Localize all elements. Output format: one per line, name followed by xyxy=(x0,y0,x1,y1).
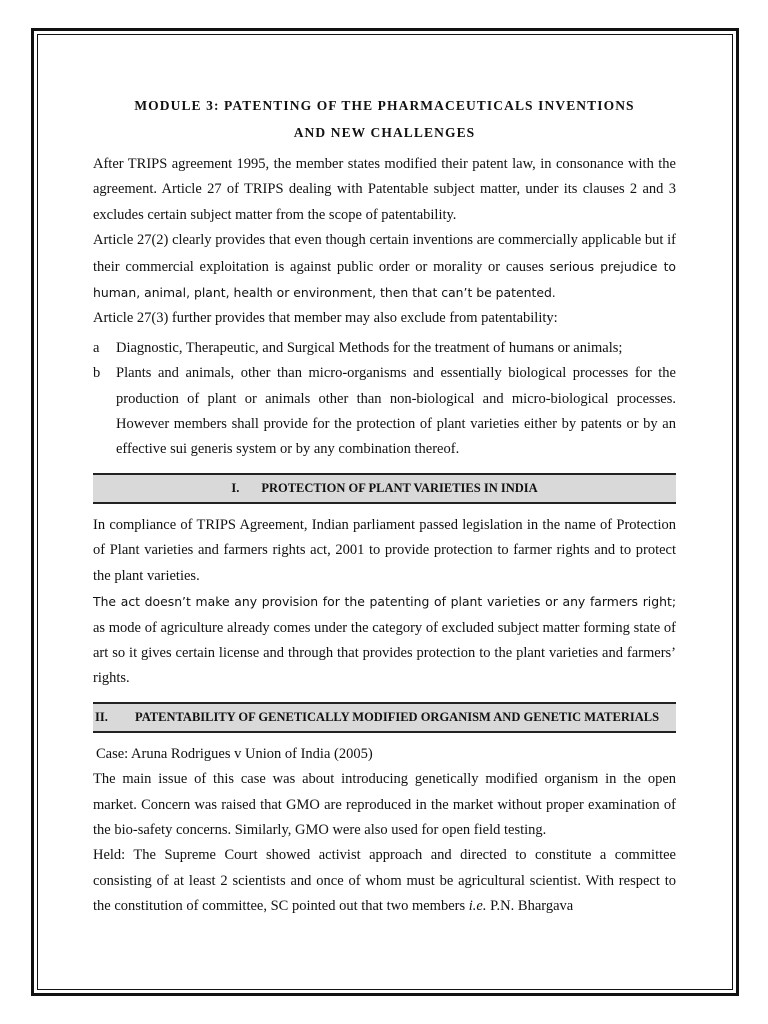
intro-paragraph-2 xyxy=(93,228,676,306)
section-title: PROTECTION OF PLANT VARIETIES IN INDIA xyxy=(261,480,538,495)
section-1-paragraph-1: In compliance of TRIPS Agreement, Indian parliament passed legislation in the name of Protection of Plant varieties and farmers rights act, 2001 to provide protection to farmer rights and to protect the plant varieties. xyxy=(93,516,676,584)
list-marker: a xyxy=(93,339,100,356)
title-line-1: MODULE 3: PATENTING OF THE PHARMACEUTICALS INVENTIONS xyxy=(134,98,635,113)
section-heading-1 xyxy=(93,473,676,504)
list-item xyxy=(93,361,676,463)
section-heading-2 xyxy=(93,702,676,733)
section-1-paragraph-2-sans: The act doesn’t make any provision for the patenting of plant varieties or any farmers right; xyxy=(93,594,676,610)
section-title: PATENTABILITY OF GENETICALLY MODIFIED ORGANISM AND GENETIC MATERIALS xyxy=(135,709,660,724)
section-number: I. xyxy=(231,480,240,495)
section-number: II. xyxy=(95,709,108,724)
document-body xyxy=(93,92,676,920)
section-2-paragraph-2-start: Held: The Supreme Court showed activist approach and directed to constitute a committee consisting of at least 2 scientists and once of whom must be agricultural scientist. With respect to the constitution of committee, SC pointed out that two members xyxy=(93,847,676,915)
intro-paragraph-2-text: Article 27(2) clearly provides that even though certain inventions are commercially applicable but if their commercial exploitation is against public order or morality or causes xyxy=(93,232,676,275)
intro-paragraph-2-sans: serious prejudice to human, animal, plant, health or environment, then that can’t be patented. xyxy=(93,258,677,301)
section-1-paragraph-2-text: as mode of agriculture already comes under the category of excluded subject matter forming state of art so it gives certain license and through that provides protection to the plant varieties and farmers’ rights. xyxy=(93,619,676,687)
section-2-paragraph-2-ie: i.e. xyxy=(468,898,487,915)
list-item-text: Plants and animals, other than micro-organisms and essentially biological processes for the production of plant or animals other than non-biological and micro-biological processes. However members shall provide for the protection of plant varieties either by patents or by an effective sui generis system or by any combination thereof. xyxy=(116,365,676,458)
section-2-paragraph-2-end: P.N. Bhargava xyxy=(490,898,574,915)
case-citation: Case: Aruna Rodrigues v Union of India (2005) xyxy=(96,745,373,762)
section-2-paragraph-2 xyxy=(93,843,676,919)
list-marker: b xyxy=(93,365,101,382)
section-2-paragraph-1: The main issue of this case was about introducing genetically modified organism in the open market. Concern was raised that GMO are reproduced in the market without proper examination of the bio-safety concerns. Similarly, GMO were also used for open field testing. xyxy=(93,771,676,838)
list-item xyxy=(93,336,676,361)
intro-paragraph-3: Article 27(3) further provides that member may also exclude from patentability: xyxy=(93,310,558,327)
exclusions-list xyxy=(93,336,676,463)
list-item-text: Diagnostic, Therapeutic, and Surgical Methods for the treatment of humans or animals; xyxy=(116,339,623,356)
section-1-paragraph-2 xyxy=(93,589,676,692)
intro-paragraph-1: After TRIPS agreement 1995, the member states modified their patent law, in consonance with the agreement. Article 27 of TRIPS dealing with Patentable subject matter, under its clauses 2 and 3 excludes certain subject matter from the scope of patentability. xyxy=(93,156,676,223)
page-title xyxy=(93,92,676,146)
title-line-2: AND NEW CHALLENGES xyxy=(293,125,476,140)
